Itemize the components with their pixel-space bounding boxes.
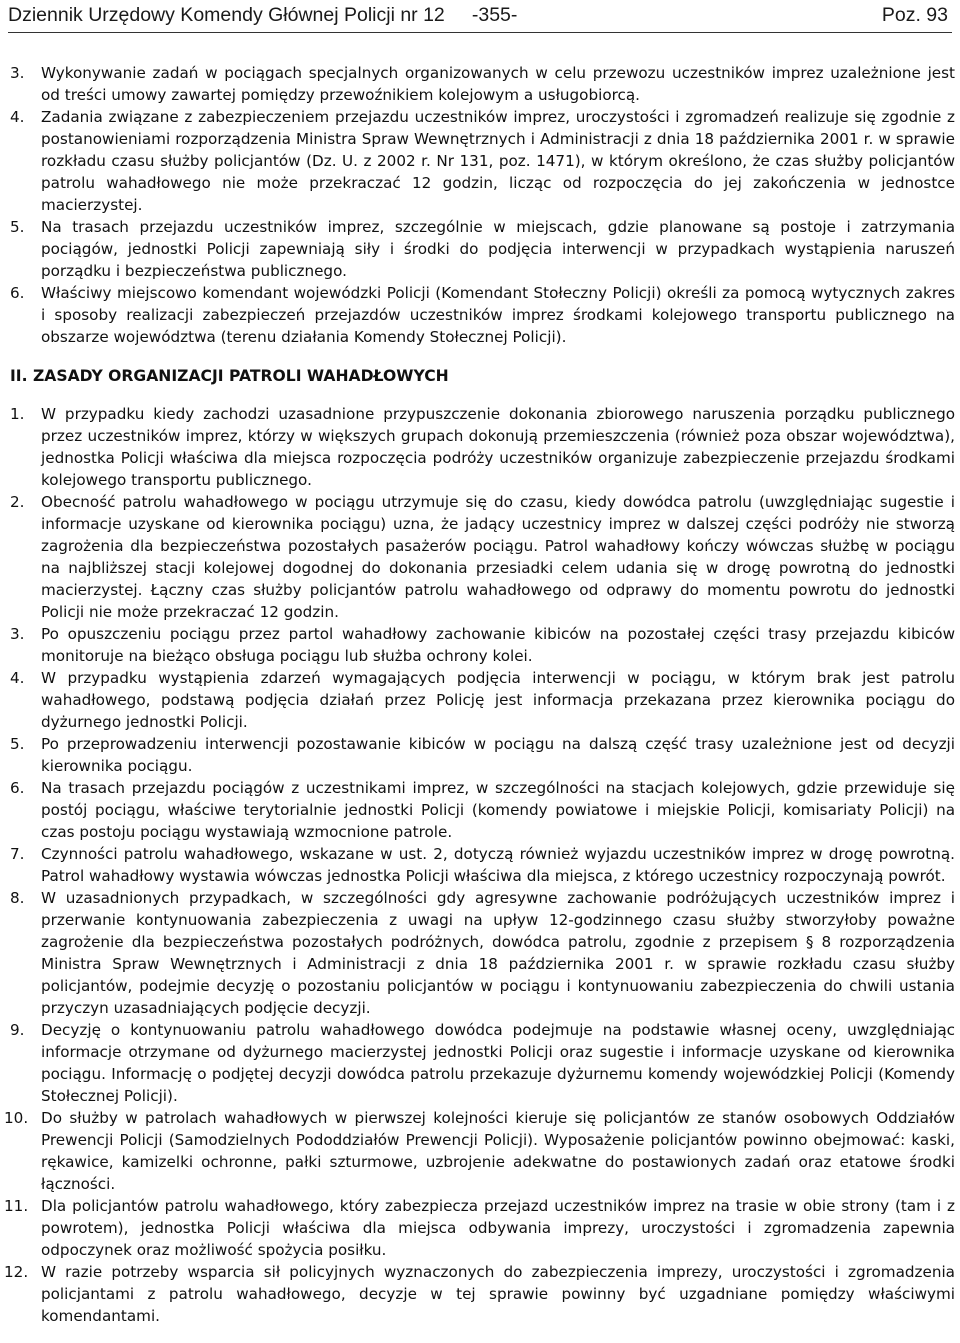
- item-text: Właściwy miejscowo komendant wojewódzki Policji (Komendant Stołeczny Policji) określi za pomocą wytycznych zakres i sposoby realizacji zabezpieczeń przejazdów uczestników imprez środkami kolejowego transportu publicznego na obszarze województwa (terenu działania Komendy Stołecznej Policji).: [41, 284, 955, 346]
- list-item: [4, 1195, 955, 1261]
- item-number: 11.: [4, 1197, 29, 1215]
- item-number: 10.: [4, 1109, 29, 1127]
- item-text: Dla policjantów patrolu wahadłowego, który zabezpiecza przejazd uczestników imprez na trasie w obie strony (tam i z powrotem), jednostka Policji właściwa dla miejsca odbywania imprezy, uroczystości i zgromadzenia zapewnia odpoczynek oraz możliwość spożycia posiłku.: [41, 1197, 955, 1259]
- item-text: W przypadku kiedy zachodzi uzasadnione przypuszczenie dokonania zbiorowego naruszenia porządku publicznego przez uczestników imprez, którzy w większych grupach dokonują przemieszczenia (również poza obszar województwa), jednostka Policji właściwa dla miejsca rozpoczęcia podróży uczestników organizuje zabezpieczenie przejazdu środkami kolejowego transportu publicznego.: [41, 405, 955, 489]
- list-item: [10, 1019, 955, 1107]
- item-number: 4.: [10, 669, 25, 687]
- item-number: 9.: [10, 1021, 25, 1039]
- item-text: Zadania związane z zabezpieczeniem przejazdu uczestników imprez, uroczystości i zgromadzeń realizuje się zgodnie z postanowieniami rozporządzenia Ministra Spraw Wewnętrznych i Administracji z dnia 18 października 2001 r. w sprawie rozkładu czasu służby policjantów (Dz. U. z 2002 r. Nr 131, poz. 1471), w którym określono, że czas służby policjantów patrolu wahadłowego nie może przekraczać 12 godzin, licząc od rozpoczęcia do jej zakończenia w jednostce macierzystej.: [41, 108, 955, 214]
- item-number: 7.: [10, 845, 25, 863]
- item-text: Obecność patrolu wahadłowego w pociągu utrzymuje się do czasu, kiedy dowódca patrolu (uwzględniając sugestie i informacje uzyskane od kierownika pociągu) uzna, że jadący uczestnicy imprez w dalszej części podróży nie stworzą zagrożenia dla bezpieczeństwa pozostałych pasażerów pociągu. Patrol wahadłowy kończy wówczas służbę w pociągu na najbliższej stacji kolejowej dogodnej do dokonania przesiadki celem udania się w drogę powrotną do jednostki macierzystej. Łączny czas służby policjantów patrolu wahadłowego od odprawy do momentu powrotu do jednostki Policji nie może przekraczać 12 godzin.: [41, 493, 955, 621]
- list-item: [10, 777, 955, 843]
- document-body: [4, 62, 955, 1327]
- header-divider: [8, 32, 952, 33]
- item-text: Decyzję o kontynuowaniu patrolu wahadłowego dowódca podejmuje na podstawie własnej oceny, uwzględniając informacje otrzymane od dyżurnego macierzystej jednostki Policji oraz sugestie i informacje uzyskane od kierownika pociągu. Informację o podjętej decyzji dowódca patrolu przekazuje dyżurnemu komendy wojewódzkiej Policji (Komendy Stołecznej Policji).: [41, 1021, 955, 1105]
- item-text: Do służby w patrolach wahadłowych w pierwszej kolejności kieruje się policjantów ze stanów osobowych Oddziałów Prewencji Policji (Samodzielnych Pododdziałów Prewencji Policji). Wyposażenie policjantów powinno obejmować: kaski, rękawice, kamizelki ochronne, pałki szturmowe, uzbrojenie adekwatne do postawionych zadań oraz etatowe środki łączności.: [41, 1109, 955, 1193]
- journal-title: Dziennik Urzędowy Komendy Głównej Policji nr 12 -355-: [8, 4, 518, 26]
- item-number: 2.: [10, 493, 25, 511]
- list-item: [10, 491, 955, 623]
- item-number: 12.: [4, 1263, 29, 1281]
- list-item: [10, 733, 955, 777]
- list-item: [10, 887, 955, 1019]
- item-text: Po przeprowadzeniu interwencji pozostawanie kibiców w pociągu na dalszą część trasy uzależnione jest od decyzji kierownika pociągu.: [41, 735, 955, 775]
- item-text: Wykonywanie zadań w pociągach specjalnych organizowanych w celu przewozu uczestników imprez uzależnione jest od treści umowy zawartej pomiędzy przewoźnikiem kolejowym a usługobiorcą.: [41, 64, 955, 104]
- list-item: [10, 843, 955, 887]
- section-2-list: [4, 403, 955, 1327]
- item-number: 4.: [10, 108, 25, 126]
- item-text: Po opuszczeniu pociągu przez partol wahadłowy zachowanie kibiców na pozostałej części trasy przejazdu kibiców monitoruje na bieżąco obsługa pociągu lub służba ochrony kolei.: [41, 625, 955, 665]
- item-number: 1.: [10, 405, 25, 423]
- item-text: Na trasach przejazdu pociągów z uczestnikami imprez, w szczególności na stacjach kolejowych, gdzie przewiduje się postój pociągu, właściwe terytorialnie jednostki Policji (komendy powiatowe i miejskie Policji, komisariaty Policji) na czas postoju pociągu wystawiają wzmocnione patrole.: [41, 779, 955, 841]
- item-text: Na trasach przejazdu uczestników imprez, szczególnie w miejscach, gdzie planowane są postoje i zatrzymania pociągów, jednostki Policji zapewniają siły i środki do podjęcia interwencji w przypadkach wystąpienia naruszeń porządku i bezpieczeństwa publicznego.: [41, 218, 955, 280]
- list-item: [4, 1107, 955, 1195]
- list-item: [10, 106, 955, 216]
- section-heading: II. ZASADY ORGANIZACJI PATROLI WAHADŁOWYCH: [10, 367, 449, 385]
- list-item: [10, 62, 955, 106]
- list-item: [10, 667, 955, 733]
- item-number: 5.: [10, 735, 25, 753]
- list-item: [4, 1261, 955, 1327]
- position-number: Poz. 93: [881, 4, 948, 26]
- item-text: W uzasadnionych przypadkach, w szczególności gdy agresywne zachowanie podróżujących uczestników imprez i przerwanie kontynuowania zabezpieczenia z uwagi na upływ 12-godzinnego czasu służby stworzyłoby poważne zagrożenie dla bezpieczeństwa pozostałych podróżnych, dowódca patrolu, zgodnie z przepisem § 8 rozporządzenia Ministra Spraw Wewnętrznych i Administracji z dnia 18 października 2001 r. w sprawie rozkładu czasu służby policjantów, podejmie decyzję o pozostaniu policjantów w pociągu i kontynuowaniu zabezpieczenia do chwili ustania przyczyn uzasadniających podjęcie decyzji.: [41, 889, 955, 1017]
- item-text: W przypadku wystąpienia zdarzeń wymagających podjęcia interwencji w pociągu, w którym brak jest patrolu wahadłowego, podstawą podjęcia działań przez Policję jest informacja przekazana przez kierownika pociągu do dyżurnego jednostki Policji.: [41, 669, 955, 731]
- item-number: 6.: [10, 284, 25, 302]
- item-number: 6.: [10, 779, 25, 797]
- item-number: 8.: [10, 889, 25, 907]
- item-text: Czynności patrolu wahadłowego, wskazane w ust. 2, dotyczą również wyjazdu uczestników imprez w drogę powrotną. Patrol wahadłowy wystawia wówczas jednostka Policji właściwa dla miejsca, z którego uczestnicy rozpoczynają powrót.: [41, 845, 955, 885]
- list-item: [10, 623, 955, 667]
- list-item: [10, 282, 955, 348]
- list-item: [10, 403, 955, 491]
- list-item: [10, 216, 955, 282]
- item-number: 5.: [10, 218, 25, 236]
- section-1-list: [10, 62, 955, 348]
- item-number: 3.: [10, 625, 25, 643]
- item-text: W razie potrzeby wsparcia sił policyjnych wyznaczonych do zabezpieczenia imprezy, uroczystości i zgromadzenia policjantami z patrolu wahadłowego, decyzje w tej sprawie powinny być uzgadniane pomiędzy właściwymi komendantami.: [41, 1263, 955, 1325]
- item-number: 3.: [10, 64, 25, 82]
